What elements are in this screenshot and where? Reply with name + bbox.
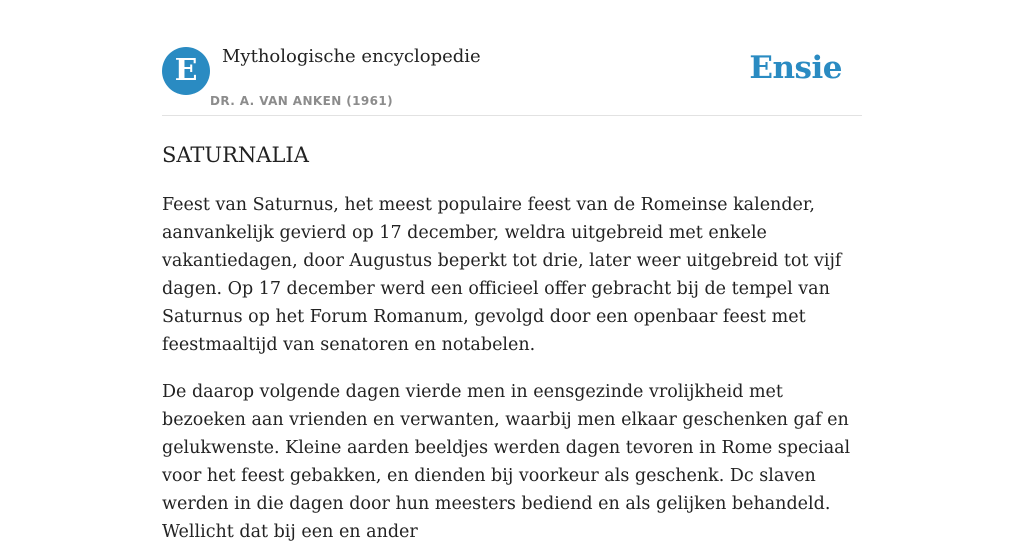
brand-logo[interactable]: Ensie (749, 50, 842, 86)
entry-paragraph: De daarop volgende dagen vierde men in eensgezinde vrolijkheid met bezoeken aan vrienden en verwanten, waarbij men elkaar geschenken gaf en gelukwenste. Kleine aarden beeldjes werden dagen tevoren in Rome speciaal voor het feest gebakken, en dienden bij voorkeur als geschenk. Dc slaven werden in die dagen door hun meesters bediend en als gelijken behandeld. Wellicht dat bij een en ander (162, 382, 851, 542)
entry-content (162, 0, 862, 546)
entry-header (162, 0, 862, 116)
author-label: DR. A. VAN ANKEN (1961) (210, 94, 394, 108)
entry-paragraph: Feest van Saturnus, het meest populaire feest van de Romeinse kalender, aanvankelijk gevierd op 17 december, weldra uitgebreid met enkele vakantiedagen, door Augustus beperkt tot drie, later weer uitgebreid tot vijf dagen. Op 17 december werd een officieel offer gebracht bij de tempel van Saturnus op het Forum Romanum, gevolgd door een openbaar feest met feestmaaltijd van senatoren en notabelen. (162, 195, 842, 355)
book-title-link[interactable]: Mythologische encyclopedie (222, 46, 481, 67)
entry-title: SATURNALIA (162, 143, 309, 167)
encyclopedia-logo-icon[interactable]: E (162, 47, 210, 95)
